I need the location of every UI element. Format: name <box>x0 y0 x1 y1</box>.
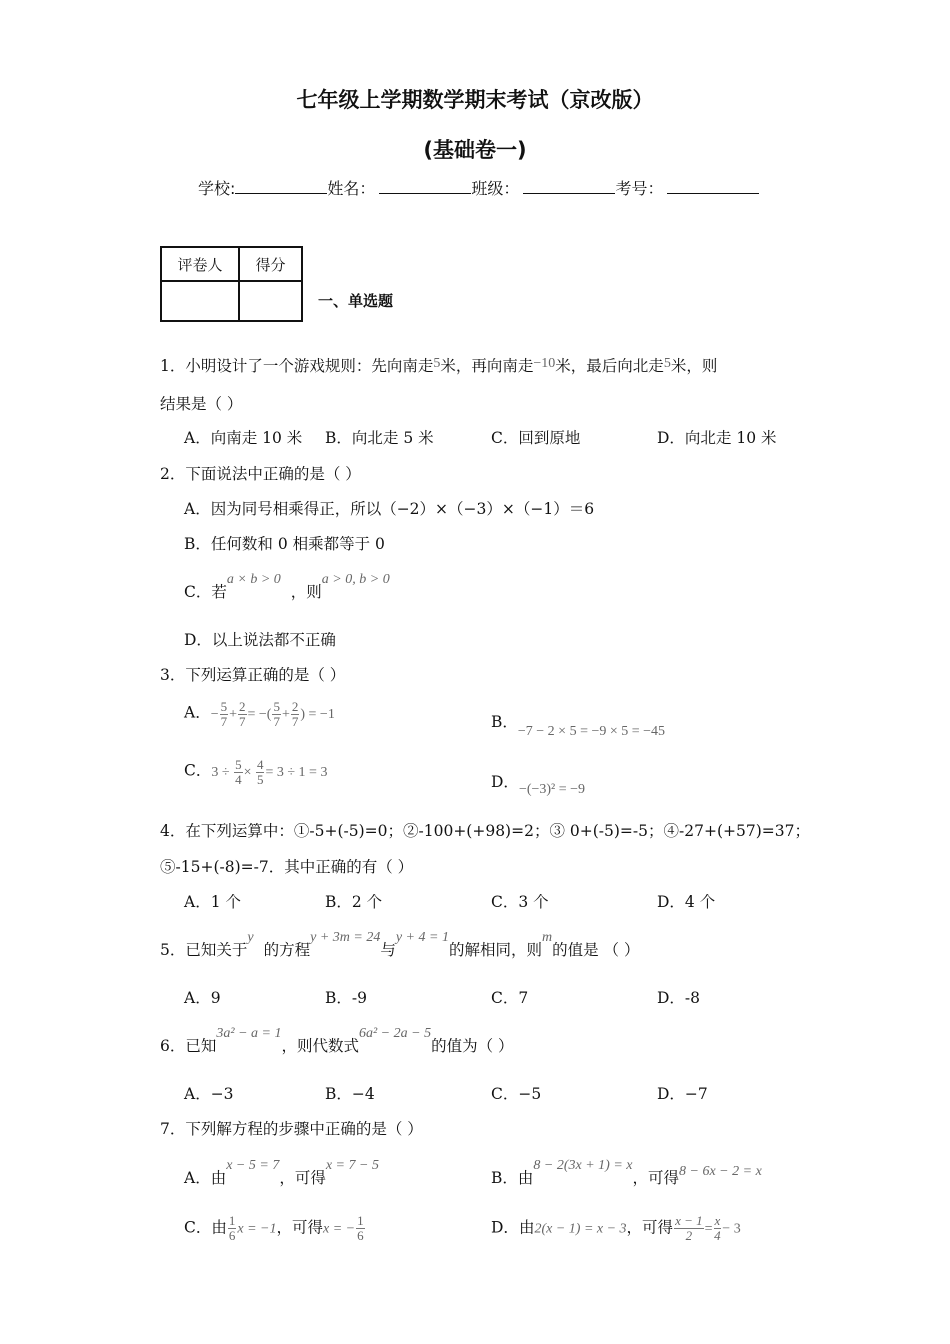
q4-stem-line2: ⑤-15+(-8)=-7．其中正确的有（ ） <box>160 858 414 876</box>
q4-option-c[interactable]: C．3 个 <box>491 893 549 911</box>
q7-option-a[interactable]: A．由x − 5 = 7，可得x = 7 − 5 <box>184 1158 379 1187</box>
q4-stem: 4．在下列运算中：①-5+(-5)=0；②-100+(+98)=2；③ 0+(-5)=-5；④-27+(+57)=37； <box>160 822 810 840</box>
score-cell[interactable] <box>239 281 302 321</box>
student-info-line <box>198 176 759 199</box>
q6-option-b[interactable]: B．−4 <box>325 1085 375 1103</box>
q4-option-a[interactable]: A．1 个 <box>184 893 241 911</box>
name-label: 姓名： <box>327 179 376 198</box>
number-label: 考号： <box>615 179 664 198</box>
q6-option-a[interactable]: A．−3 <box>184 1085 234 1103</box>
q1-option-a[interactable]: A．向南走 10 米 <box>184 429 303 447</box>
q1-option-c[interactable]: C．回到原地 <box>491 429 581 447</box>
q3-option-b[interactable]: B．−7 − 2 × 5 = −9 × 5 = −45 <box>491 713 666 739</box>
number-field[interactable] <box>667 178 759 194</box>
q3-stem: 3．下列运算正确的是（ ） <box>160 666 346 684</box>
q2-option-d[interactable]: D．以上说法都不正确 <box>184 631 336 649</box>
q7-stem: 7．下列解方程的步骤中正确的是（ ） <box>160 1120 423 1138</box>
name-field[interactable] <box>379 178 471 194</box>
q3-option-c[interactable]: C．3 ÷ $\frac{5}{4}$ × $\frac{4}{5}$ = 3 ÷ 1 = 3 <box>184 757 328 787</box>
q3-option-a[interactable]: A．− $\frac{5}{7}$ + $\frac{2}{7}$ = −( $\frac{5}{7}$ + $\frac{2}{7}$ ) = −1 <box>184 699 335 729</box>
q4-option-d[interactable]: D．4 个 <box>657 893 716 911</box>
q5-option-b[interactable]: B．-9 <box>325 989 367 1007</box>
q2-stem: 2．下面说法中正确的是（ ） <box>160 465 361 483</box>
page-subtitle: (基础卷一) <box>423 138 527 162</box>
q1-option-b[interactable]: B．向北走 5 米 <box>325 429 434 447</box>
q1-option-d[interactable]: D．向北走 10 米 <box>657 429 777 447</box>
q3-option-d[interactable]: D．−(−3)² = −9 <box>491 773 586 797</box>
q6-stem: 6．已知3a² − a = 1，则代数式6a² − 2a − 5的值为（ ） <box>160 1026 514 1055</box>
score-table <box>160 246 303 322</box>
school-field[interactable] <box>235 178 327 194</box>
score-table-header-score: 得分 <box>239 247 302 281</box>
q1-stem: 1．小明设计了一个游戏规则：先向南走5米，再向南走−10米，最后向北走5米，则 <box>160 356 718 375</box>
q5-option-d[interactable]: D．-8 <box>657 989 701 1007</box>
class-label: 班级： <box>471 179 520 198</box>
q5-option-c[interactable]: C．7 <box>491 989 529 1007</box>
q7-option-b[interactable]: B．由8 − 2(3x + 1) = x，可得8 − 6x − 2 = x <box>491 1158 762 1187</box>
q6-option-d[interactable]: D．−7 <box>657 1085 708 1103</box>
q5-stem: 5．已知关于y的方程y + 3m = 24与y + 4 = 1的解相同，则m的值是 （ ） <box>160 930 640 959</box>
q5-option-a[interactable]: A．9 <box>184 989 221 1007</box>
grader-cell[interactable] <box>161 281 239 321</box>
q7-option-c[interactable]: C．由 $\frac{1}{6}$ x = −1，可得x = − $\frac{1}{6}$ <box>184 1213 364 1243</box>
q1-stem-line2: 结果是（ ） <box>160 395 243 413</box>
page-title: 七年级上学期数学期末考试（京改版） <box>296 88 654 112</box>
q2-option-a[interactable]: A．因为同号相乘得正，所以（−2）×（−3）×（−1）＝6 <box>184 500 595 518</box>
score-table-header-grader: 评卷人 <box>161 247 239 281</box>
q2-option-b[interactable]: B．任何数和 0 相乘都等于 0 <box>184 535 385 553</box>
q7-option-d[interactable]: D．由2(x − 1) = x − 3，可得 $\frac{x - 1}{2}$ = $\frac{x}{4}$ − 3 <box>491 1213 741 1243</box>
q6-option-c[interactable]: C．−5 <box>491 1085 542 1103</box>
q2-option-c[interactable]: C．若a × b > 0，则a > 0, b > 0 <box>184 572 390 601</box>
q4-option-b[interactable]: B．2 个 <box>325 893 383 911</box>
class-field[interactable] <box>523 178 615 194</box>
school-label: 学校: <box>198 179 236 198</box>
section-title: 一、单选题 <box>318 292 394 310</box>
